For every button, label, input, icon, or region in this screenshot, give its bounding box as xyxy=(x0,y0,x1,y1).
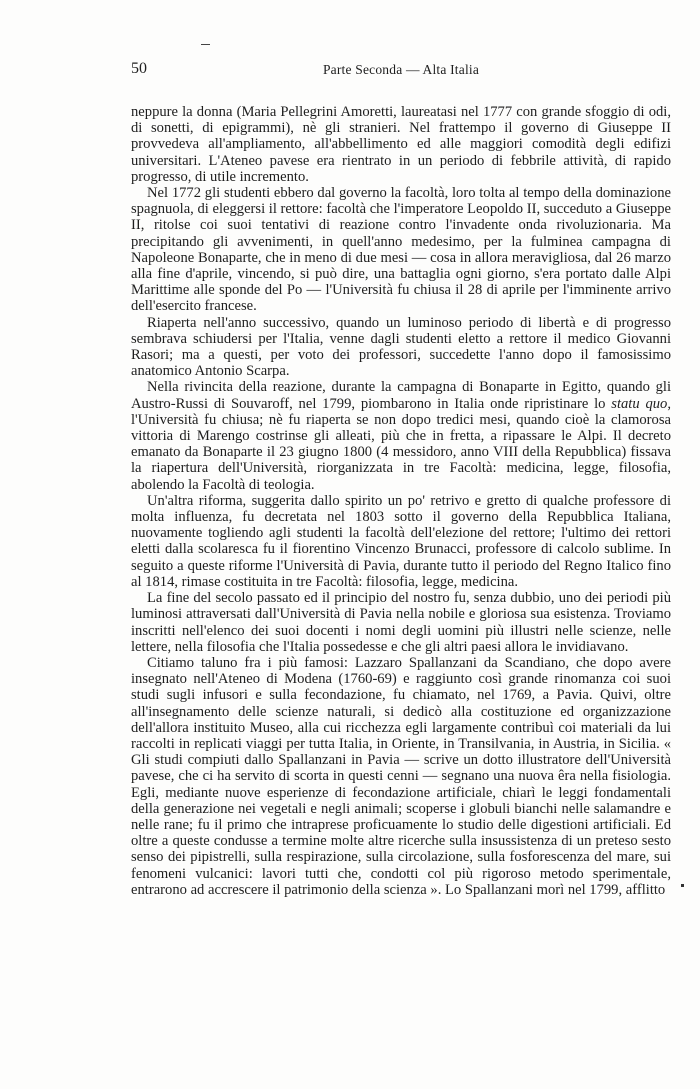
print-mark xyxy=(201,44,210,45)
paragraph-4 xyxy=(131,379,671,492)
margin-dot xyxy=(681,884,684,887)
paragraph-4-text-before: Nella rivincita della reazione, durante la campagna di Bonaparte in Egitto, quando gli Austro-Russi di Souvaroff, nel 1799, piombarono in Italia onde ripristinare lo xyxy=(131,379,671,412)
paragraph-4-text-after: , l'Università fu chiusa; nè fu riaperta se non dopo tredici mesi, quando cioè la clamorosa vittoria di Marengo costrinse gli alleati, più che in fretta, a ripassare le Alpi. Il decreto emanato da Bonaparte il 23 giugno 1800 (4 messidoro, anno VIII della Repubblica) fissava la riapertura dell'Università, riorganizzata in tre Facoltà: medicina, legge, filosofia, abolendo la Facoltà di teologia. xyxy=(131,395,672,493)
page-header xyxy=(131,60,671,82)
running-head: Parte Seconda — Alta Italia xyxy=(322,62,480,77)
paragraph-7: Citiamo taluno fra i più famosi: Lazzaro Spallanzani da Scandiano, che dopo avere insegnato nell'Ateneo di Modena (1760-69) e raggiunto così grande rinomanza coi suoi studi sugli infusori e sulla fecondazione, fu chiamato, nel 1769, a Pavia. Quivi, oltre all'insegnamento delle scienze naturali, si dedicò alla costituzione ed organizzazione dell'allora instituito Museo, alla cui ricchezza egli largamente contribuì coi materiali da lui raccolti in replicati viaggi per tutta Italia, in Oriente, in Transilvania, in Austria, in Sicilia. « Gli studi compiuti dallo Spallanzani in Pavia — scrive un dotto illustratore dell'Università pavese, che ci ha servito di scorta in questi cenni — segnano una nuova êra nella fisiologia. Egli, mediante nuove esperienze di fecondazione artificiale, chiarì le leggi fondamentali della generazione nei vegetali e negli animali; scoperse i globuli bianchi nelle salamandre e nelle rane; fu il primo che intraprese proficuamente lo studio delle digestioni artificiali. Ed oltre a queste condusse a termine molte altre ricerche sulla insussistenza di un preteso sesto senso dei pipistrelli, sulla respirazione, sulla circolazione, sulla fosforescenza del mare, sui fenomeni vulcanici: lavori tutti che, condotti col più rigoroso metodo sperimentale, entrarono ad accrescere il patrimonio della scienza ». Lo Spallanzani morì nel 1799, afflitto xyxy=(131,654,671,898)
body-text xyxy=(131,104,671,898)
paragraph-5: Un'altra riforma, suggerita dallo spirito un po' retrivo e gretto di qualche professore di molta influenza, fu decretata nel 1803 sotto il governo della Repubblica Italiana, nuovamente togliendo agli studenti la facoltà dell'elezione del rettore; l'ultimo dei rettori eletti dalla scolaresca fu il fiorentino Vincenzo Brunacci, professore di calcolo sublime. In seguito a queste riforme l'Università di Pavia, durante tutto il periodo del Regno Italico fino al 1814, rimase costituita in tre Facoltà: filosofia, legge, medicina. xyxy=(131,492,671,590)
paragraph-4-italic: statu quo xyxy=(611,395,668,412)
paragraph-3: Riaperta nell'anno successivo, quando un luminoso periodo di libertà e di progresso sembrava schiudersi per l'Italia, venne dagli studenti eletto a rettore il medico Giovanni Rasori; ma a questi, per voto dei professori, succedette l'anno dopo il famosissimo anatomico Antonio Scarpa. xyxy=(131,314,671,380)
page-number: 50 xyxy=(131,60,147,77)
paragraph-6: La fine del secolo passato ed il principio del nostro fu, senza dubbio, uno dei periodi più luminosi attraversati dall'Università di Pavia nella nobile e gloriosa sua esistenza. Troviamo inscritti nell'elenco dei suoi docenti i nomi degli uomini più illustri nelle scienze, nelle lettere, nella filosofia che l'Italia possedesse e che gli altri paesi allora le invidiavano. xyxy=(131,590,671,655)
paragraph-1: neppure la donna (Maria Pellegrini Amoretti, laureatasi nel 1777 con grande sfoggio di odi, di sonetti, di epigrammi), nè gli stranieri. Nel frattempo il governo di Giuseppe II provvedeva all'ampliamento, all'abbellimento ed alle maggiori comodità degli edifizi universitari. L'Ateneo pavese era rientrato in un periodo di febbrile attività, di rapido progresso, di utile incremento. xyxy=(131,104,671,185)
paragraph-2: Nel 1772 gli studenti ebbero dal governo la facoltà, loro tolta al tempo della dominazione spagnuola, di eleggersi il rettore: facoltà che l'imperatore Leopoldo II, succeduto a Giuseppe II, ritolse coi suoi tentativi di reazione contro l'invadente onda rivoluzionaria. Ma precipitando gli avvenimenti, in quell'anno medesimo, per la fulminea campagna di Napoleone Bonaparte, che in meno di due mesi — cosa in allora meravigliosa, dal 26 marzo alla fine d'aprile, vincendo, si può dire, una battaglia ogni giorno, s'era portato dalle Alpi Marittime alle sponde del Po — l'Università fu chiusa il 28 di aprile per l'imminente arrivo dell'esercito francese. xyxy=(131,185,671,315)
